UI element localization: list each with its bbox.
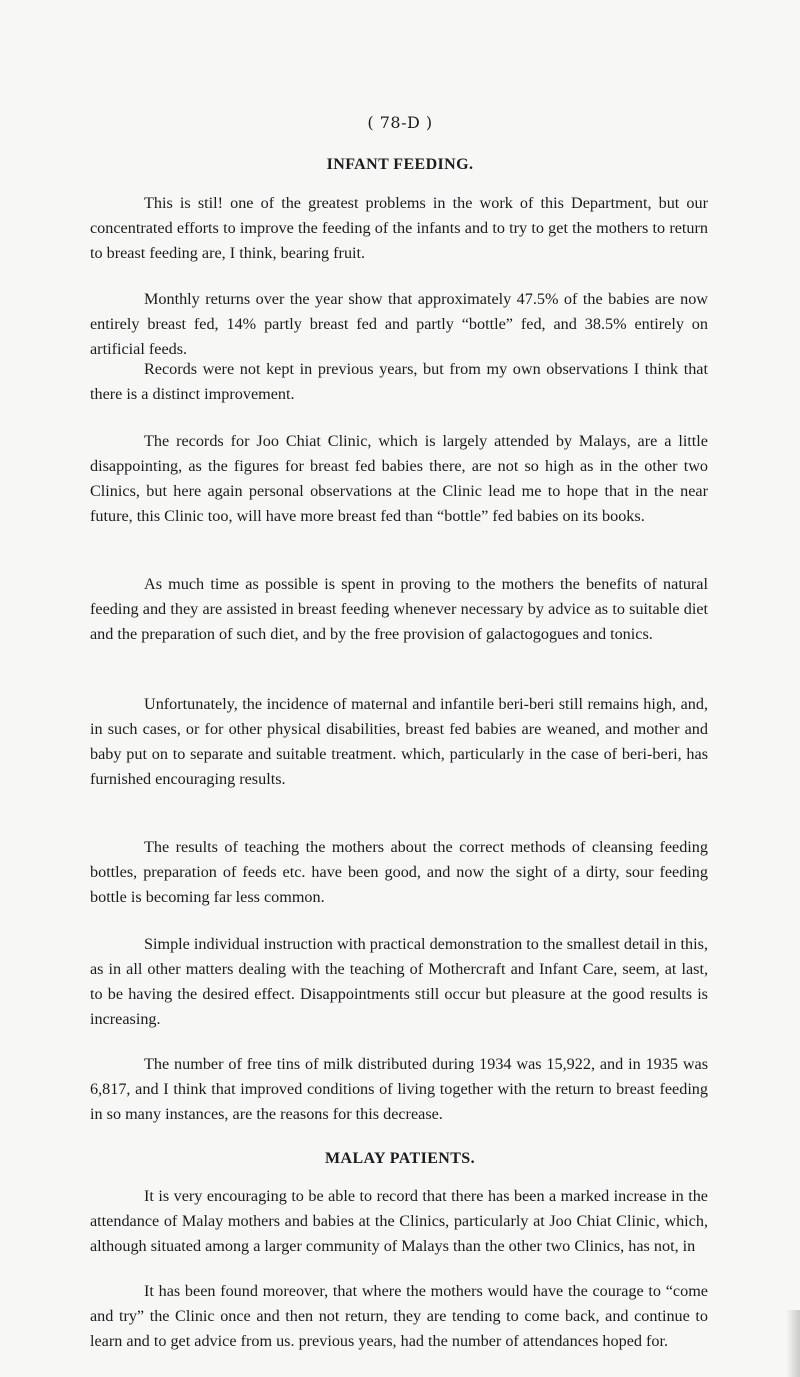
paragraph: As much time as possible is spent in proving to the mothers the benefits of natural feeding and they are assisted in breast feeding whenever necessary by advice as to suitable diet and the preparation of such diet, and by the free provision of galactogogues and tonics. [90,575,708,643]
paragraph: Records were not kept in previous years, but from my own observations I think that there is a distinct improvement. [90,360,708,403]
paragraph: The number of free tins of milk distributed during 1934 was 15,922, and in 1935 was 6,817, and I think that improved conditions of living together with the return to breast feeding in so many instances, are the reasons for this decrease. [90,1055,708,1123]
paragraph: It has been found moreover, that where the mothers would have the courage to “come and try” the Clinic once and then not return, they are tending to come back, and continue to learn and to get advice from us. previous years, had the number of attendances hoped for. [90,1282,708,1350]
scan-edge-shadow [786,1310,800,1377]
paragraph: Monthly returns over the year show that approximately 47.5% of the babies are now entirely breast fed, 14% partly breast fed and partly “bottle” fed, and 38.5% entirely on artificial feeds. [90,290,708,358]
paragraph: The records for Joo Chiat Clinic, which is largely attended by Malays, are a little disappointing, as the figures for breast fed babies there, are not so high as in the other two Clinics, but here again personal observations at the Clinic lead me to hope that in the near future, this Clinic too, will have more breast fed than “bottle” fed babies on its books. [90,432,708,525]
page-number: ( 78-D ) [367,113,433,132]
paragraph: Simple individual instruction with practical demonstration to the smallest detail in this, as in all other matters dealing with the teaching of Mothercraft and Infant Care, seem, at last, to be having the desired effect. Disappointments still occur but pleasure at the good results is increasing. [90,935,708,1028]
heading-infant-feeding: INFANT FEEDING. [326,156,474,173]
paragraph: Unfortunately, the incidence of maternal and infantile beri-beri still remains high, and, in such cases, or for other physical disabilities, breast fed babies are weaned, and mother and baby put on to separate and suitable treatment. which, particularly in the case of beri-beri, has furnished encouraging results. [90,695,708,788]
paragraph: It is very encouraging to be able to record that there has been a marked increase in the attendance of Malay mothers and babies at the Clinics, particularly at Joo Chiat Clinic, which, although situated among a larger community of Malays than the other two Clinics, has not, in [90,1187,708,1255]
paragraph: This is stil! one of the greatest problems in the work of this Department, but our concentrated efforts to improve the feeding of the infants and to try to get the mothers to return to breast feeding are, I think, bearing fruit. [90,194,708,262]
heading-malay-patients: MALAY PATIENTS. [324,1150,476,1167]
paragraph: The results of teaching the mothers about the correct methods of cleansing feeding bottles, preparation of feeds etc. have been good, and now the sight of a dirty, sour feeding bottle is becoming far less common. [90,838,708,906]
